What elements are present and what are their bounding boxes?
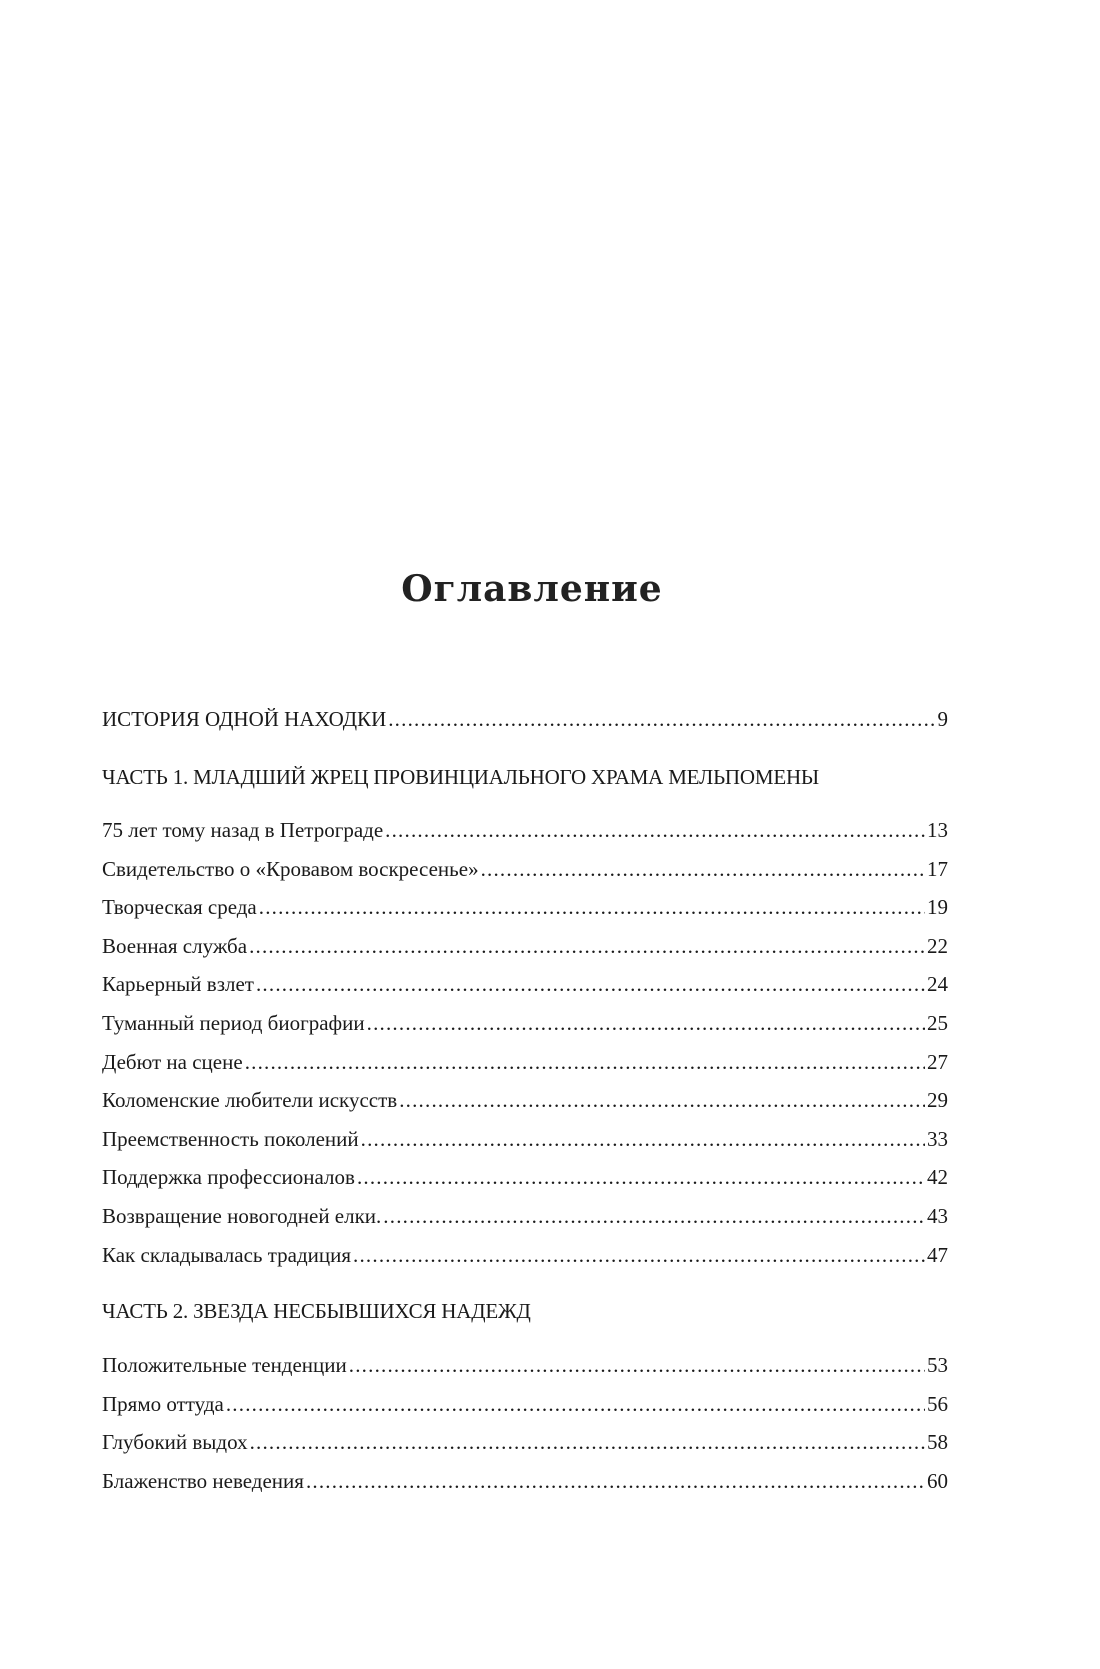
toc-entry-page: 42 — [927, 1165, 948, 1190]
toc-entry-page: 25 — [927, 1011, 948, 1035]
toc-entry-page: 33 — [927, 1126, 948, 1151]
toc-entry-label: Свидетельство о «Кровавом воскресенье» — [102, 856, 479, 881]
toc-entry-label: Туманный период биографии — [102, 1011, 365, 1035]
toc-entry-label: Положительные тенденции — [102, 1353, 347, 1377]
dot-leader — [383, 1203, 925, 1229]
dot-leader — [349, 1352, 925, 1378]
toc-entry-label: Глубокий выдох — [102, 1430, 248, 1455]
toc-entry[interactable] — [102, 1010, 948, 1036]
dot-leader — [367, 1010, 925, 1036]
toc-entry-page: 9 — [937, 707, 948, 731]
toc-entry-label: Коломенские любители искусств — [102, 1088, 398, 1113]
toc-entry[interactable] — [102, 933, 948, 959]
toc-entry-label: Преемственность поколений — [102, 1126, 359, 1151]
toc-entry[interactable] — [102, 856, 948, 882]
toc-entry-page: 47 — [927, 1242, 948, 1267]
toc-entry[interactable] — [102, 1049, 948, 1075]
part-heading-1: ЧАСТЬ 1. МЛАДШИЙ ЖРЕЦ ПРОВИНЦИАЛЬНОГО ХРАМА МЕЛЬПОМЕНЫ — [102, 765, 820, 789]
dot-leader — [353, 1242, 925, 1268]
toc-entry-page: 53 — [927, 1353, 948, 1377]
dot-leader — [306, 1468, 925, 1494]
toc-entry-label: Блаженство неведения — [102, 1468, 304, 1493]
toc-entry-label: Дебют на сцене — [102, 1049, 243, 1074]
toc-entry[interactable] — [102, 1203, 948, 1229]
page-title: Оглавление — [401, 568, 663, 610]
toc-entry[interactable] — [102, 1429, 948, 1455]
toc-entry-label: Возвращение новогодней елки. — [102, 1204, 382, 1228]
dot-leader — [388, 706, 935, 732]
dot-leader — [245, 1049, 925, 1075]
dot-leader — [357, 1164, 925, 1190]
toc-entry-label: Как складывалась традиция — [102, 1242, 352, 1267]
toc-entry-page: 17 — [927, 856, 948, 881]
toc-entry-page: 58 — [927, 1430, 948, 1455]
dot-leader — [481, 856, 925, 882]
toc-entry-page: 29 — [927, 1088, 948, 1113]
dot-leader — [385, 817, 925, 843]
toc-entry-page: 24 — [927, 972, 948, 997]
toc-entry[interactable] — [102, 1087, 948, 1113]
toc-entry[interactable] — [102, 1164, 948, 1190]
toc-entry[interactable] — [102, 1391, 948, 1417]
toc-entry-page: 60 — [927, 1468, 948, 1493]
dot-leader — [226, 1391, 925, 1417]
part-heading-2: ЧАСТЬ 2. ЗВЕЗДА НЕСБЫВШИХСЯ НАДЕЖД — [102, 1299, 531, 1323]
toc-entry-label: 75 лет тому назад в Петрограде — [102, 818, 384, 842]
toc-entry-page: 19 — [927, 895, 948, 920]
toc-entry-page: 43 — [927, 1204, 948, 1228]
dot-leader — [399, 1087, 925, 1113]
toc-entry-page: 22 — [927, 933, 948, 958]
toc-entry-page: 27 — [927, 1049, 948, 1074]
toc-entry[interactable] — [102, 1126, 948, 1152]
toc-entry-page: 13 — [927, 818, 948, 842]
toc-entry-label: ИСТОРИЯ ОДНОЙ НАХОДКИ — [102, 707, 387, 731]
toc-entry[interactable] — [102, 1352, 948, 1378]
dot-leader — [249, 933, 925, 959]
toc-entry[interactable] — [102, 971, 948, 997]
toc-entry[interactable] — [102, 894, 948, 920]
toc-entry-label: Военная служба — [102, 933, 248, 958]
toc-entry-label: Творческая среда — [102, 895, 257, 920]
toc-entry[interactable] — [102, 1468, 948, 1494]
toc-entry[interactable] — [102, 817, 948, 843]
toc-entry-page: 56 — [927, 1391, 948, 1416]
dot-leader — [259, 894, 925, 920]
toc-entry-label: Поддержка профессионалов — [102, 1165, 355, 1190]
dot-leader — [250, 1429, 925, 1455]
dot-leader — [361, 1126, 925, 1152]
dot-leader — [256, 971, 925, 997]
toc-entry-label: Карьерный взлет — [102, 972, 254, 997]
toc-entry-label: Прямо оттуда — [102, 1391, 224, 1416]
toc-entry-intro[interactable] — [102, 706, 948, 732]
toc-entry[interactable] — [102, 1242, 948, 1268]
